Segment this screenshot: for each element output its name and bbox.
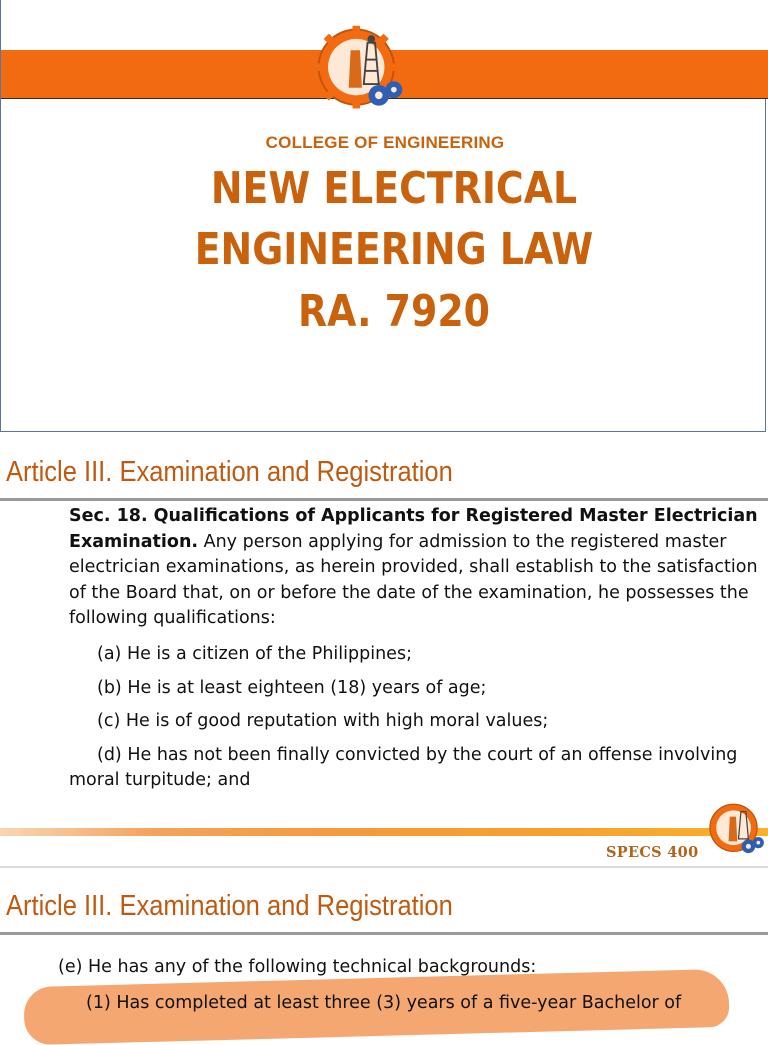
course-code-label: SPECS 400 [606, 844, 699, 861]
title-line-1: NEW ELECTRICAL [210, 163, 578, 214]
college-name: COLLEGE OF ENGINEERING [265, 133, 505, 152]
section-18-content [69, 504, 759, 794]
section-paragraph [69, 504, 759, 632]
list-item: (b) He is at least eighteen (18) years of age; [97, 677, 487, 698]
section-body: Any person applying for admission to the registered master electrician examinations, as herein provided, shall establish to the satisfaction of the Board that, on or before the date of the examination, he possesses the following qualifications: [69, 531, 758, 629]
article-title: Article III. Examination and Registration [6, 456, 453, 488]
title-rule [0, 498, 768, 501]
title-line-3: RA. 7920 [298, 286, 490, 337]
title-rule [0, 932, 768, 935]
list-item: (1) Has completed at least three (3) years of a five-year Bachelor of [86, 992, 682, 1013]
list-item: (a) He is a citizen of the Philippines; [97, 643, 412, 664]
college-of-engineering-seal-icon [313, 22, 407, 116]
footer-gradient-bar [0, 828, 768, 836]
item-e-content [58, 955, 748, 1016]
list-item: (e) He has any of the following technical backgrounds: [58, 957, 537, 977]
section-heading: Sec. 18. Qualifications of Applicants for Registered Master Electrician Examination. [69, 506, 758, 552]
title-slide [0, 0, 766, 432]
slide-divider [0, 866, 768, 868]
list-item: (d) He has not been finally convicted by the court of an offense involving moral turpitude; and [69, 744, 738, 791]
article-title: Article III. Examination and Registration [6, 890, 453, 922]
title-line-2: ENGINEERING LAW [194, 224, 594, 275]
list-item: (c) He is of good reputation with high moral values; [97, 711, 549, 732]
college-of-engineering-seal-icon [705, 798, 767, 860]
